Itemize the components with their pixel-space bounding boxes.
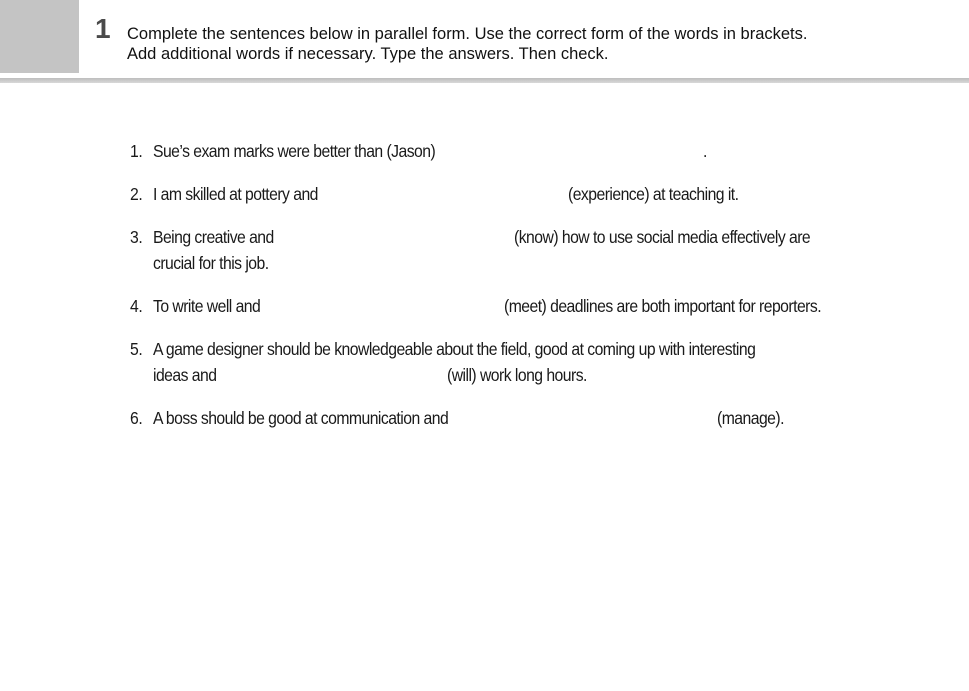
question-text-before: To write well and [153, 296, 261, 316]
question-text-after: (manage). [717, 408, 784, 428]
instruction-line-2: Add additional words if necessary. Type the answers. Then check. [127, 45, 609, 63]
question-text-before: Being creative and [153, 227, 274, 247]
question-text-after: (meet) deadlines are both important for reporters. [504, 296, 822, 316]
question-text-after: (will) work long hours. [447, 365, 587, 385]
question-text-after: . [703, 141, 707, 161]
instruction-line-1: Complete the sentences below in parallel form. Use the correct form of the words in brackets. [127, 25, 808, 43]
question-text-before: ideas and [153, 365, 217, 385]
question-text-after: (know) how to use social media effectively are [514, 227, 811, 247]
question-text-after: (experience) at teaching it. [568, 184, 739, 204]
question-number: 2. [130, 184, 143, 204]
answer-input-1[interactable] [486, 139, 700, 163]
question-text-before: Sue’s exam marks were better than (Jason) [153, 141, 436, 161]
question-text-before: A boss should be good at communication and [153, 408, 449, 428]
question-number: 5. [130, 339, 143, 359]
question-number: 4. [130, 296, 143, 316]
answer-input-2[interactable] [352, 182, 562, 206]
answer-input-5[interactable] [230, 363, 442, 387]
question-text-continuation: crucial for this job. [153, 253, 269, 273]
question-text-before: I am skilled at pottery and [153, 184, 318, 204]
question-number: 6. [130, 408, 143, 428]
exercise-number: 1 [95, 13, 111, 44]
question-text-line-1: A game designer should be knowledgeable about the field, good at coming up with interesting [153, 339, 756, 359]
answer-input-3[interactable] [297, 225, 509, 249]
question-number: 3. [130, 227, 143, 247]
question-number: 1. [130, 141, 143, 161]
answer-input-4[interactable] [288, 294, 498, 318]
answer-input-6[interactable] [500, 406, 711, 430]
